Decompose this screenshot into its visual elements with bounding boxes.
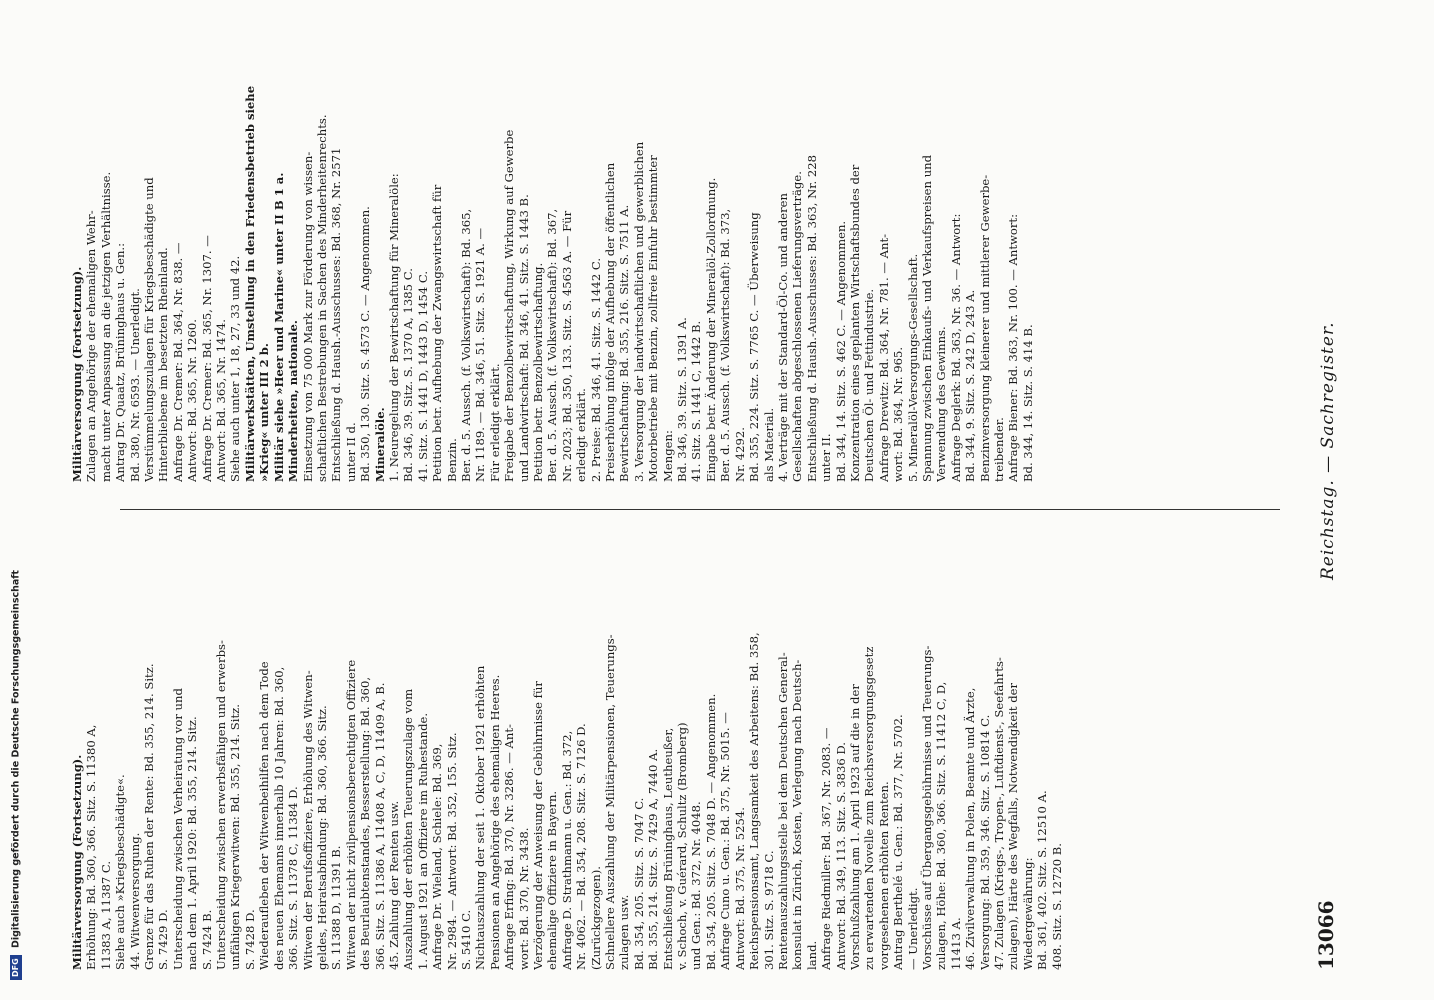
page-number: 13066 [1314, 900, 1338, 970]
entry-paragraph: Zulagen an Angehörige der ehemaligen Wehr- macht unter Anpassung an die jetzigen Verhältnisse. Antrag Dr. Quaatz, Brüninghaus u. Gen.: Bd. 380, Nr. 6593. — Unerledigt. Verstümmelungszulagen für Kriegsbeschädigte und Hinterbliebene im besetzten Rheinland. Anfrage Dr. Cremer: Bd. 364, Nr. 838. — Antwort: Bd. 365, Nr. 1260. Anfrage Dr. Cremer: Bd. 365, Nr. 1307. — Antwort: Bd. 365, Nr. 1474. Siehe auch unter 1, 18, 27, 33 und 42. [84, 171, 243, 482]
section-heading: Militärversorgung (Fortsetzung). [70, 754, 84, 970]
section-heading: Mineralöle. [372, 407, 387, 482]
right-column [70, 22, 1305, 482]
running-head: Reichstag. — Sachregister. [1318, 321, 1338, 580]
dfg-logo: DFG [10, 955, 22, 980]
section-heading: Militärversorgung (Fortsetzung). [70, 266, 84, 482]
entry-paragraph: 47. Zulagen (Kriegs-, Tropen-, Luftdienst-, Seefahrts- zulagen), Härte des Wegfalls, Notwendigkeit der Wiedergewährung: Bd. 361, 402. Sitz. S. 12510 A. 408. Sitz. S. 12720 B. [992, 657, 1064, 970]
entry-paragraph: 5. Mineralöl-Versorgungs-Gesellschaft. Spannung zwischen Einkaufs- und Verkaufspreisen und Verwendung des Gewinns. Anfrage Deglerk: Bd. 363, Nr. 36. — Antwort: Bd. 344, 9. Sitz. S. 242 D, 243 A. Benzinversorgung kleinerer und mittlerer Gewerbe- treibender. Anfrage Biener: Bd. 363, Nr. 100. — Antwort: Bd. 344, 14. Sitz. S. 414 B. [905, 154, 1035, 482]
section-heading: Minderheiten, nationale. [286, 320, 301, 482]
footer-text: Digitalisierung gefördert durch die Deutsche Forschungsgemeinschaft [10, 570, 22, 949]
digitization-footer [10, 570, 24, 980]
entry-paragraph: Einsetzung von 75 000 Mark zur Förderung von wissen- schaftlichen Bestrebungen in Sachen des Minderheitenrechts. Entschließung d. Haush.-Ausschusses: Bd. 368, Nr. 2571 unter II d. Bd. 350, 130. Sitz. S. 4573 C. — Angenommen. [300, 114, 373, 482]
entry-paragraph: Erhöhung: Bd. 360, 366. Sitz. S. 11380 A, 11383 A, 11387 C. Siehe auch »Kriegsbeschädigte«. [84, 724, 128, 970]
column-divider [120, 509, 1280, 510]
entry-paragraph: 2. Preise: Bd. 346, 41. Sitz. S. 1442 C. Preiserhöhung infolge der Aufhebung der öffentlichen Bewirtschaftung: Bd. 355, 216. Sitz. S. 7511 A. [588, 162, 632, 482]
section-heading: Militärwerkstätten, Umstellung in den Friedensbetrieb siehe »Krieg« unter III 2 b. [242, 85, 272, 482]
left-column [70, 510, 1305, 970]
entry-paragraph: 1. Neuregelung der Bewirtschaftung für Mineralöle: Bd. 346, 39. Sitz. S. 1370 A, 1385 C. 41. Sitz. S. 1441 D, 1443 D, 1454 C. Petition betr. Aufhebung der Zwangswirtschaft für Benzin. Ber. d. 5. Aussch. (f. Volkswirtschaft): Bd. 365, Nr. 1189. — Bd. 346, 51. Sitz. S. 1921 A. — Für erledigt erklärt. Freigabe der Benzolbewirtschaftung, Wirkung auf Gewerbe und Landwirtschaft: Bd. 346, 41. Sitz. S. 1443 B. Petition betr. Benzolbewirtschaftung. Ber. d. 5. Aussch. (f. Volkswirtschaft): Bd. 367, Nr. 2023; Bd. 350, 133. Sitz. S. 4563 A. — Für erledigt erklärt. [386, 129, 589, 482]
section-heading: Militär siehe »Heer und Marine« unter II B 1 a. [271, 172, 286, 482]
entry-paragraph: 3. Versorgung der landwirtschaftlichen und gewerblichen Motorbetriebe mit Benzin, zollfreie Einfuhr bestimmter Mengen: Bd. 346, 39. Sitz. S. 1391 A. 41. Sitz. S. 1441 C, 1442 B. Eingabe betr. Änderung der Mineralöl-Zollordnung. Ber. d. 5. Aussch. (f. Volkswirtschaft): Bd. 373, Nr. 4292. Bd. 355, 224. Sitz. S. 7765 C. — Überweisung als Material. [631, 141, 776, 482]
entry-paragraph: 4. Verträge mit der Standard-Öl-Co. und anderen Gesellschaften abgeschlossenen Lieferungsverträge. Entschließung d. Haush.-Ausschusses: Bd. 363, Nr. 228 unter II. Bd. 344, 14. Sitz. S. 462 C. — Angenommen. Konzentration eines geplanten Wirtschaftsbundes der Deutschen Öl- und Fettindustrie. Anfrage Drewitz: Bd. 364, Nr. 781. — Ant- wort: Bd. 364, Nr. 965. [775, 154, 906, 482]
entry-paragraph: 44. Witwenversorgung. Grenze für das Ruhen der Rente: Bd. 355, 214. Sitz. S. 7429 D. Unterscheidung zwischen Verheiratung vor und nach dem 1. April 1920: Bd. 355, 214. Sitz. S. 7424 B. Unterscheidung zwischen erwerbsfähigen und erwerbs- unfähigen Kriegerwitwen: Bd. 355, 214. Sitz. S. 7428 D. Wiederaufleben der Witwenbeihilfen nach dem Tode des neuen Ehemanns innerhalb 10 Jahren: Bd. 360, 366. Sitz. S. 11378 C, 11384 D. Witwen der Berufsoffiziere, Erhöhung des Witwen- geldes, Heiratsabfindung: Bd. 360, 366. Sitz. S. 11388 D, 11391 B. Witwen der nicht zivilpensionsberechtigten Offiziere des Beurlaubtenstandes, Besserstellung: Bd. 360, 366. Sitz. S. 11386 A, 11408 A, C, D, 11409 A, B. [127, 640, 387, 970]
entry-paragraph: 45. Zahlung der Renten usw. Auszahlung der erhöhten Teuerungszulage vom 1. August 1921 an Offiziere im Ruhestande. Anfrage Dr. Wieland, Schiele: Bd. 369, Nr. 2984. — Antwort: Bd. 352, 155. Sitz. S. 5410 C. Nichtauszahlung der seit 1. Oktober 1921 erhöhten Pensionen an Angehörige des ehemaligen Heeres. Anfrage Erfing: Bd. 370, Nr. 3286. — Ant- wort: Bd. 370, Nr. 3438. Verzögerung der Anweisung der Gebührnisse für ehemalige Offiziere in Bayern. Anfrage D. Strathmann u. Gen.: Bd. 372, Nr. 4062. — Bd. 354, 208. Sitz. S. 7126 D. (Zurückgezogen). Schnellere Auszahlung der Militärpensionen, Teuerungs- zulagen usw. Bd. 354, 205. Sitz. S. 7047 C. Bd. 355, 214. Sitz. S. 7429 A, 7440 A. Entschließung Brüninghaus, Leutheußer, v. Schoch, v. Guérard, Schultz (Bromberg) und Gen.: Bd. 372, Nr. 4048. Bd. 354, 205. Sitz. S. 7048 D. — Angenommen. Anfrage Cuno u. Gen.: Bd. 375, Nr. 5015. — Antwort: Bd. 375, Nr. 5254. Reichspensionsamt, Langsamkeit des Arbeitens: Bd. 358, 301. Sitz. S. 9718 C. Rentenauszahlungsstelle bei dem Deutschen General- konsulat in Zürich, Kosten, Verlegung nach Deutsch- land. Anfrage Riedmiller: Bd. 367, Nr. 2083. — Antwort: Bd. 349, 113. Sitz. S. 3836 D. Vorschußzahlung am 1. April 1923 auf die in der zu erwartenden Novelle zum Reichsversorgungsgesetz vorgesehenen erhöhten Renten. Antrag Berthelé u. Gen.: Bd. 377, Nr. 5702. — Unerledigt. Vorschüsse auf Übergangsgebührnisse und Teuerungs- zulagen, Höhe: Bd. 360, 366. Sitz. S. 11412 C, D, 11413 A. [386, 632, 963, 970]
entry-paragraph: 46. Zivilverwaltung in Polen, Beamte und Ärzte, Versorgung: Bd. 359, 346. Sitz. S. 10814 C. [963, 687, 992, 970]
